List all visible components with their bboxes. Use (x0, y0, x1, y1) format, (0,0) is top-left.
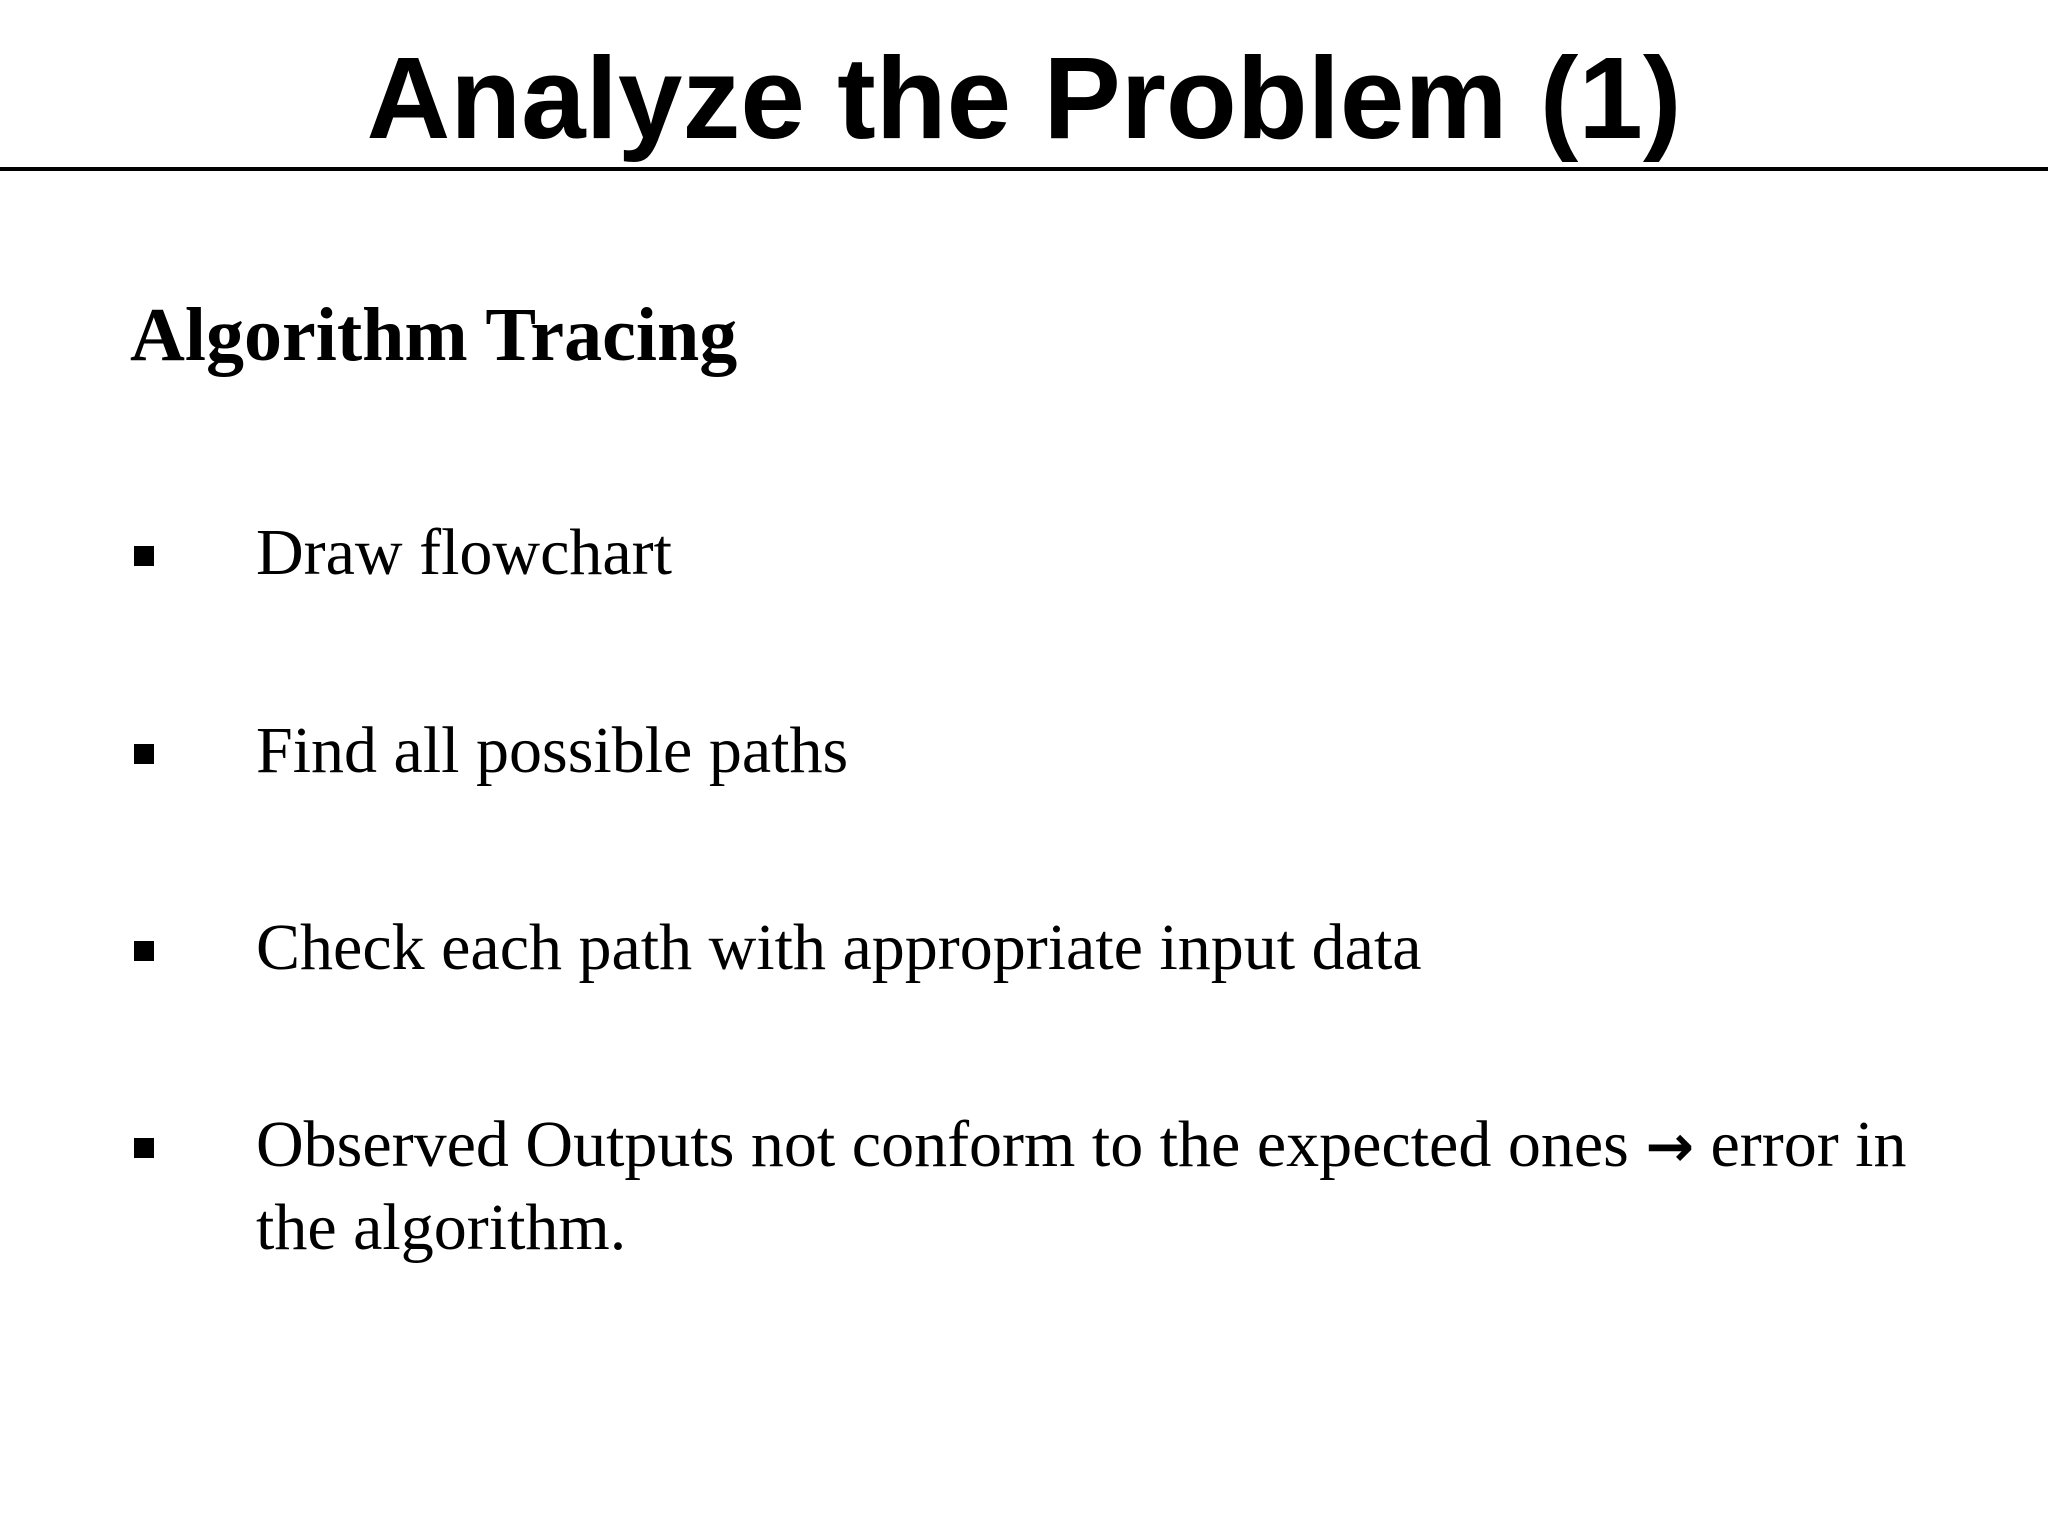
bullet-text-after-arrow: error in the algorithm. (256, 1108, 1907, 1264)
square-bullet-icon (134, 546, 154, 566)
bullet-text (256, 1104, 1996, 1269)
bullet-text-before-arrow: Observed Outputs not conform to the expected ones (256, 1108, 1629, 1181)
right-arrow-icon: → (1645, 1112, 1694, 1180)
square-bullet-icon (134, 744, 154, 764)
section-heading: Algorithm Tracing (130, 293, 738, 377)
bullet-text: Draw flowchart (256, 516, 672, 589)
square-bullet-icon (134, 941, 154, 961)
square-bullet-icon (134, 1138, 154, 1158)
bullet-text: Check each path with appropriate input data (256, 911, 1422, 984)
slide-title: Analyze the Problem (1) (366, 33, 1682, 163)
bullet-text: Find all possible paths (256, 714, 849, 787)
title-divider (0, 167, 2048, 171)
